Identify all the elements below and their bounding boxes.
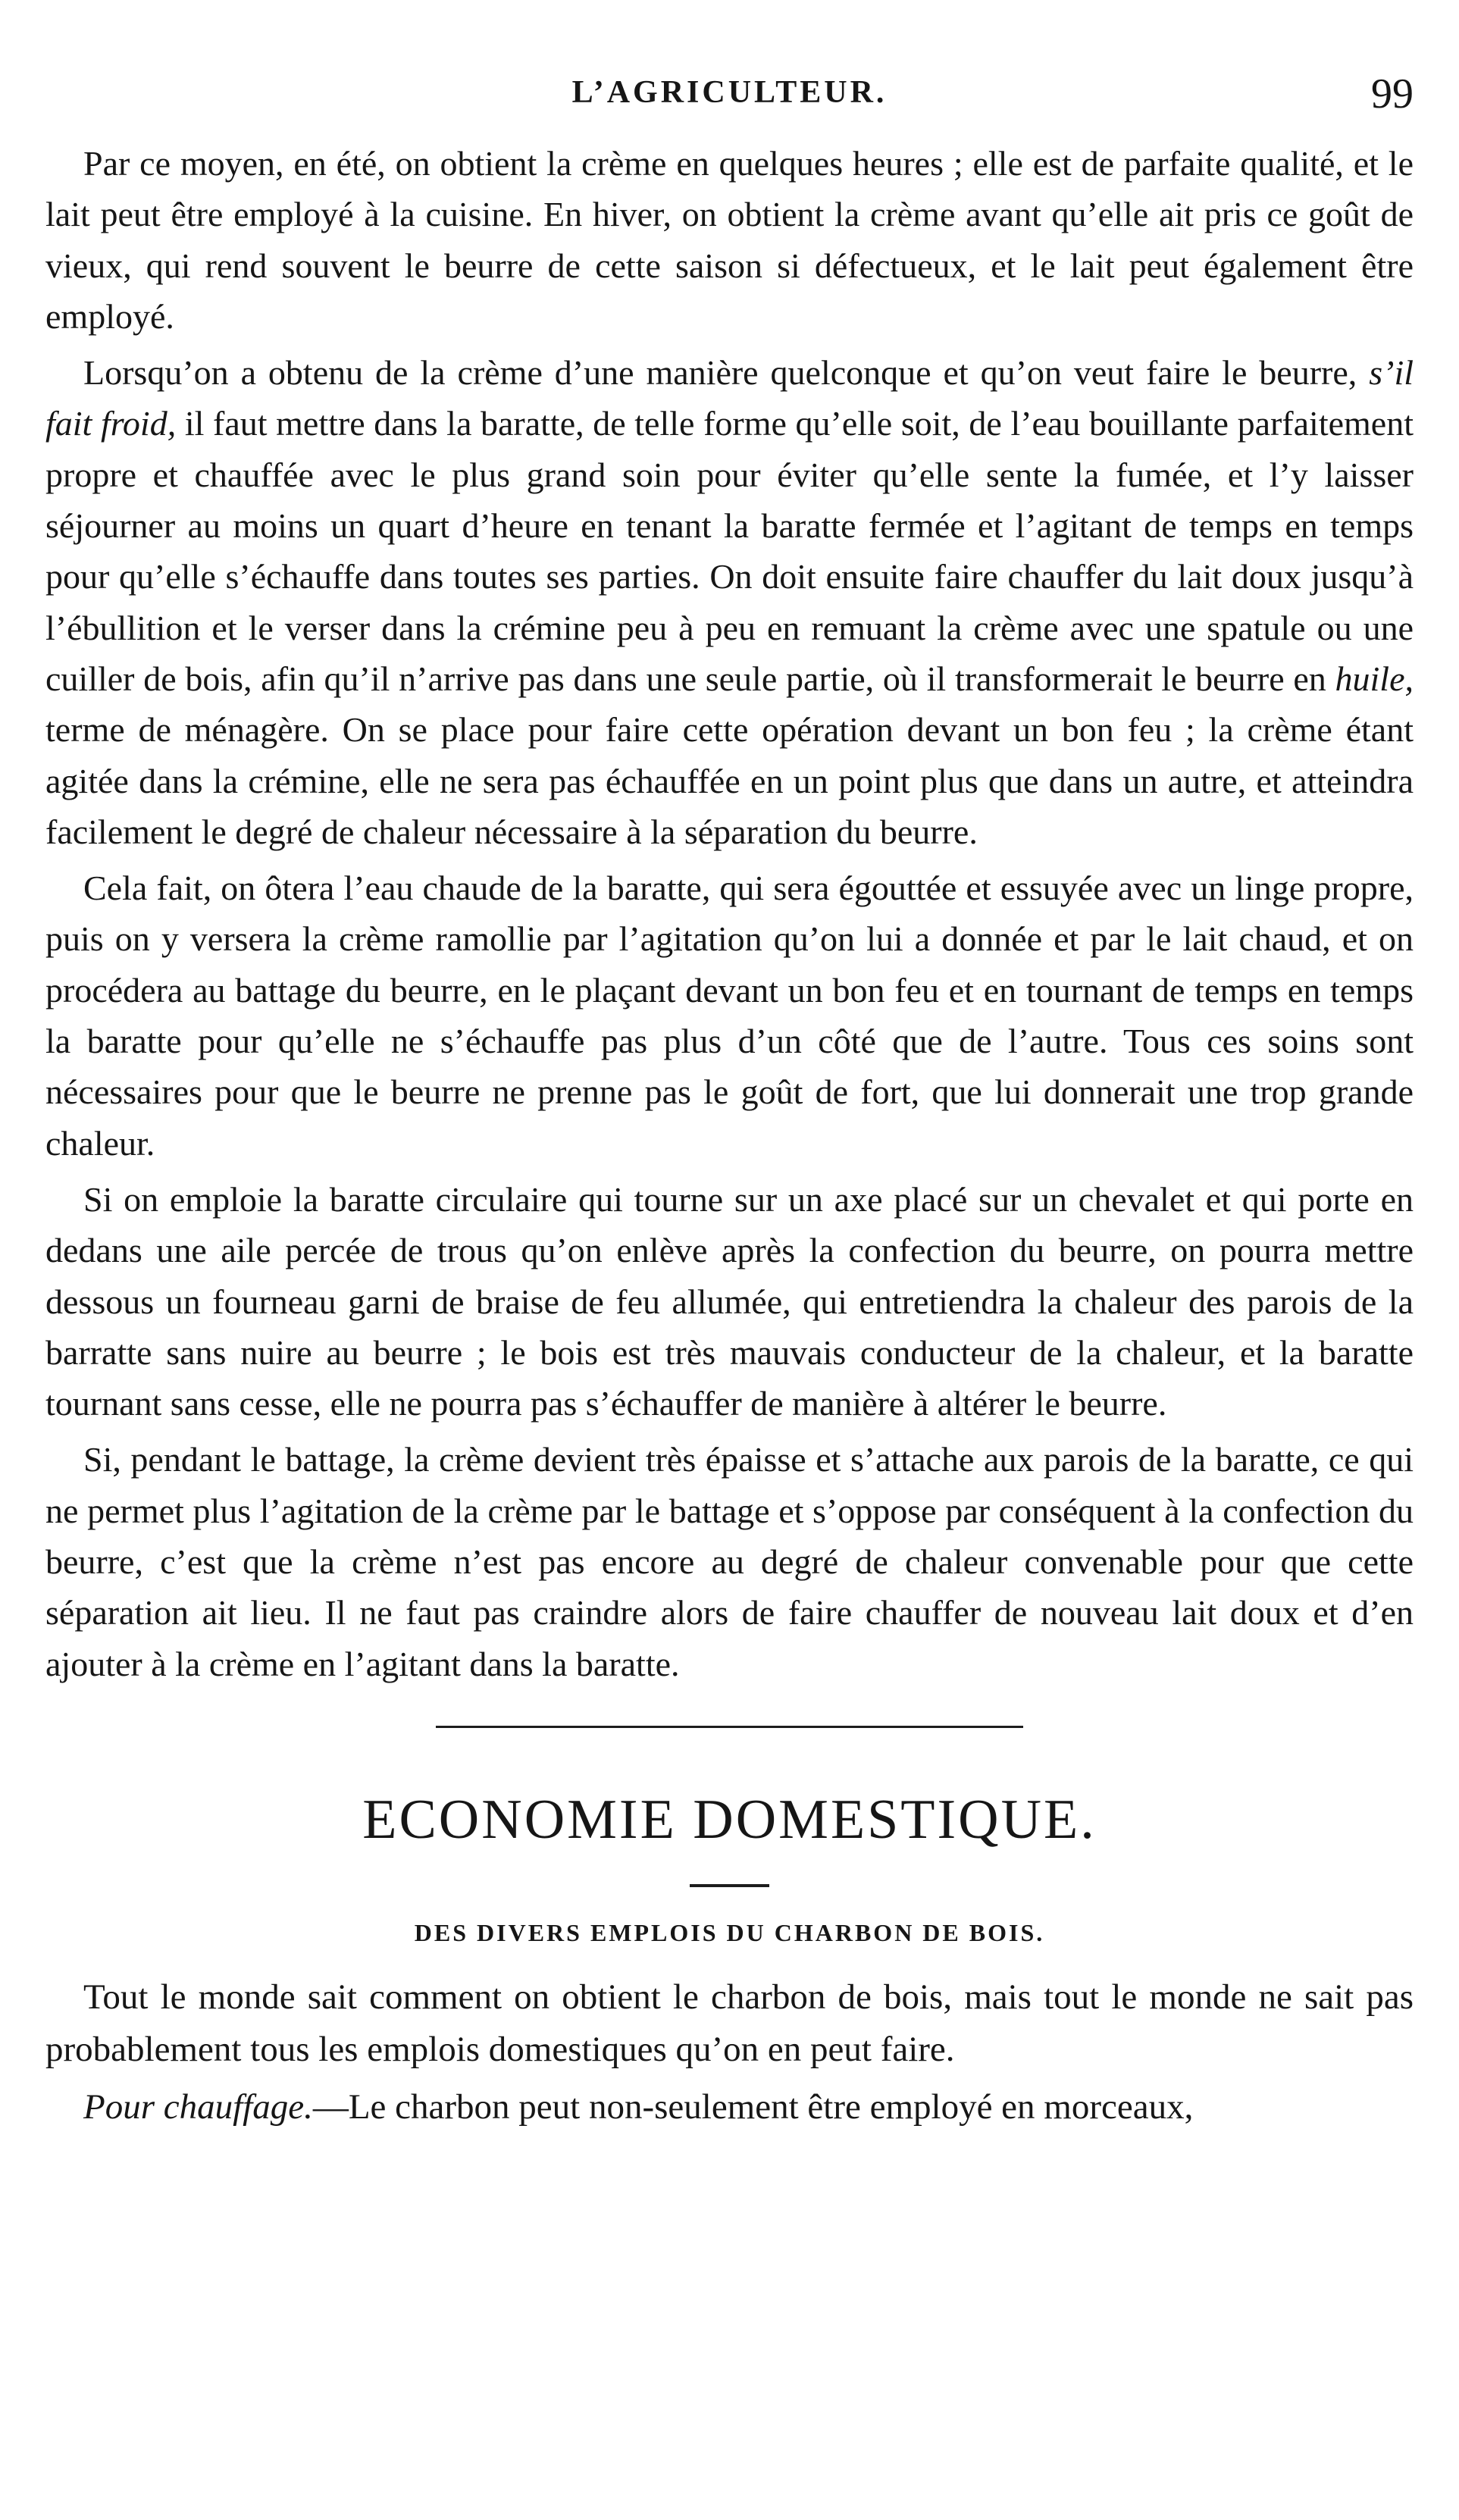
running-head <box>45 70 1414 127</box>
paragraph-2-part-3: terme de ménagère. On se place pour faire cette opération devant un bon feu ; la crème étant agitée dans la crémine, elle ne sera pas échauffée en un point plus que dans un autre, et atteindra facilement le degré de chaleur nécessaire à la séparation du beurre. <box>45 710 1414 851</box>
paragraph-1: Par ce moyen, en été, on obtient la crème en quelques heures ; elle est de parfaite qualité, et le lait peut être employé à la cuisine. En hiver, on obtient la crème avant qu’elle ait pris ce goût de vieux, qui rend souvent le beurre de cette saison si défectueux, et le lait peut également être employé. <box>45 144 1414 336</box>
subsection-title: DES DIVERS EMPLOIS DU CHARBON DE BOIS. <box>414 1918 1045 1946</box>
section-paragraph-2 <box>45 2081 1414 2133</box>
section-paragraph-1: Tout le monde sait comment on obtient le charbon de bois, mais tout le monde ne sait pas probablement tous les emplois domestiques qu’on en peut faire. <box>45 1977 1414 2069</box>
paragraph-2-italic-1: s’il fait froid, <box>45 353 1414 443</box>
paragraph-5: Si, pendant le battage, la crème devient très épaisse et s’attache aux parois de la baratte, ce qui ne permet plus l’agitation de la crème par le battage et s’oppose par conséquent à la confection du beurre, c’est que la crème n’est pas encore au degré de chaleur convenable pour que cette séparation ait lieu. Il ne faut pas craindre alors de faire chauffer de nouveau lait doux et d’en ajouter à la crème en l’agitant dans la baratte. <box>45 1440 1414 1683</box>
body-text <box>45 138 1414 2133</box>
section-divider-rule <box>436 1726 1023 1728</box>
running-title: L’AGRICULTEUR. <box>571 75 888 110</box>
paragraph-2-part-1: Lorsqu’on a obtenu de la crème d’une manière quelconque et qu’on veut faire le beurre, <box>83 353 1370 393</box>
section-body <box>45 1971 1414 2133</box>
section-paragraph-2-text: —Le charbon peut non-seulement être employé en morceaux, <box>312 2086 1194 2127</box>
section-paragraph-2-italic: Pour chauffage. <box>83 2086 313 2127</box>
section-title: ECONOMIE DOMESTIQUE. <box>362 1788 1097 1851</box>
page-number: 99 <box>1371 70 1414 117</box>
paragraph-2-part-2: il faut mettre dans la baratte, de telle forme qu’elle soit, de l’eau bouillante parfaitement propre et chauffée avec le plus grand soin pour éviter qu’elle sente la fumée, et l’y laisser séjourner au moins un quart d’heure en tenant la baratte fermée et l’agitant de temps en temps pour qu’elle s’échauffe dans toutes ses parties. On doit ensuite faire chauffer du lait doux jusqu’à l’ébullition et le verser dans la crémine peu à peu en remuant la crème avec une spatule ou une cuiller de bois, afin qu’il n’arrive pas dans une seule partie, où il transformerait le beurre en <box>45 404 1414 698</box>
title-underline-rule <box>690 1884 769 1887</box>
paragraph-2 <box>45 347 1414 857</box>
paragraph-2-italic-2: huile, <box>1335 659 1414 698</box>
paragraph-3: Cela fait, on ôtera l’eau chaude de la baratte, qui sera égouttée et essuyée avec un linge propre, puis on y versera la crème ramollie par l’agitation qu’on lui a donnée et par le lait chaud, et on procédera au battage du beurre, en le plaçant devant un bon feu et en tournant de temps en temps la baratte pour qu’elle ne s’échauffe pas plus d’un côté que de l’autre. Tous ces soins sont nécessaires pour que le beurre ne prenne pas le goût de fort, que lui donnerait une trop grande chaleur. <box>45 869 1414 1163</box>
paragraph-4: Si on emploie la baratte circulaire qui tourne sur un axe placé sur un chevalet et qui porte en dedans une aile percée de trous qu’on enlève après la confection du beurre, on pourra mettre dessous un fourneau garni de braise de feu allumée, qui entretiendra la chaleur des parois de la barratte sans nuire au beurre ; le bois est très mauvais conducteur de la chaleur, et la baratte tournant sans cesse, elle ne pourra pas s’échauffer de manière à altérer le beurre. <box>45 1179 1414 1423</box>
